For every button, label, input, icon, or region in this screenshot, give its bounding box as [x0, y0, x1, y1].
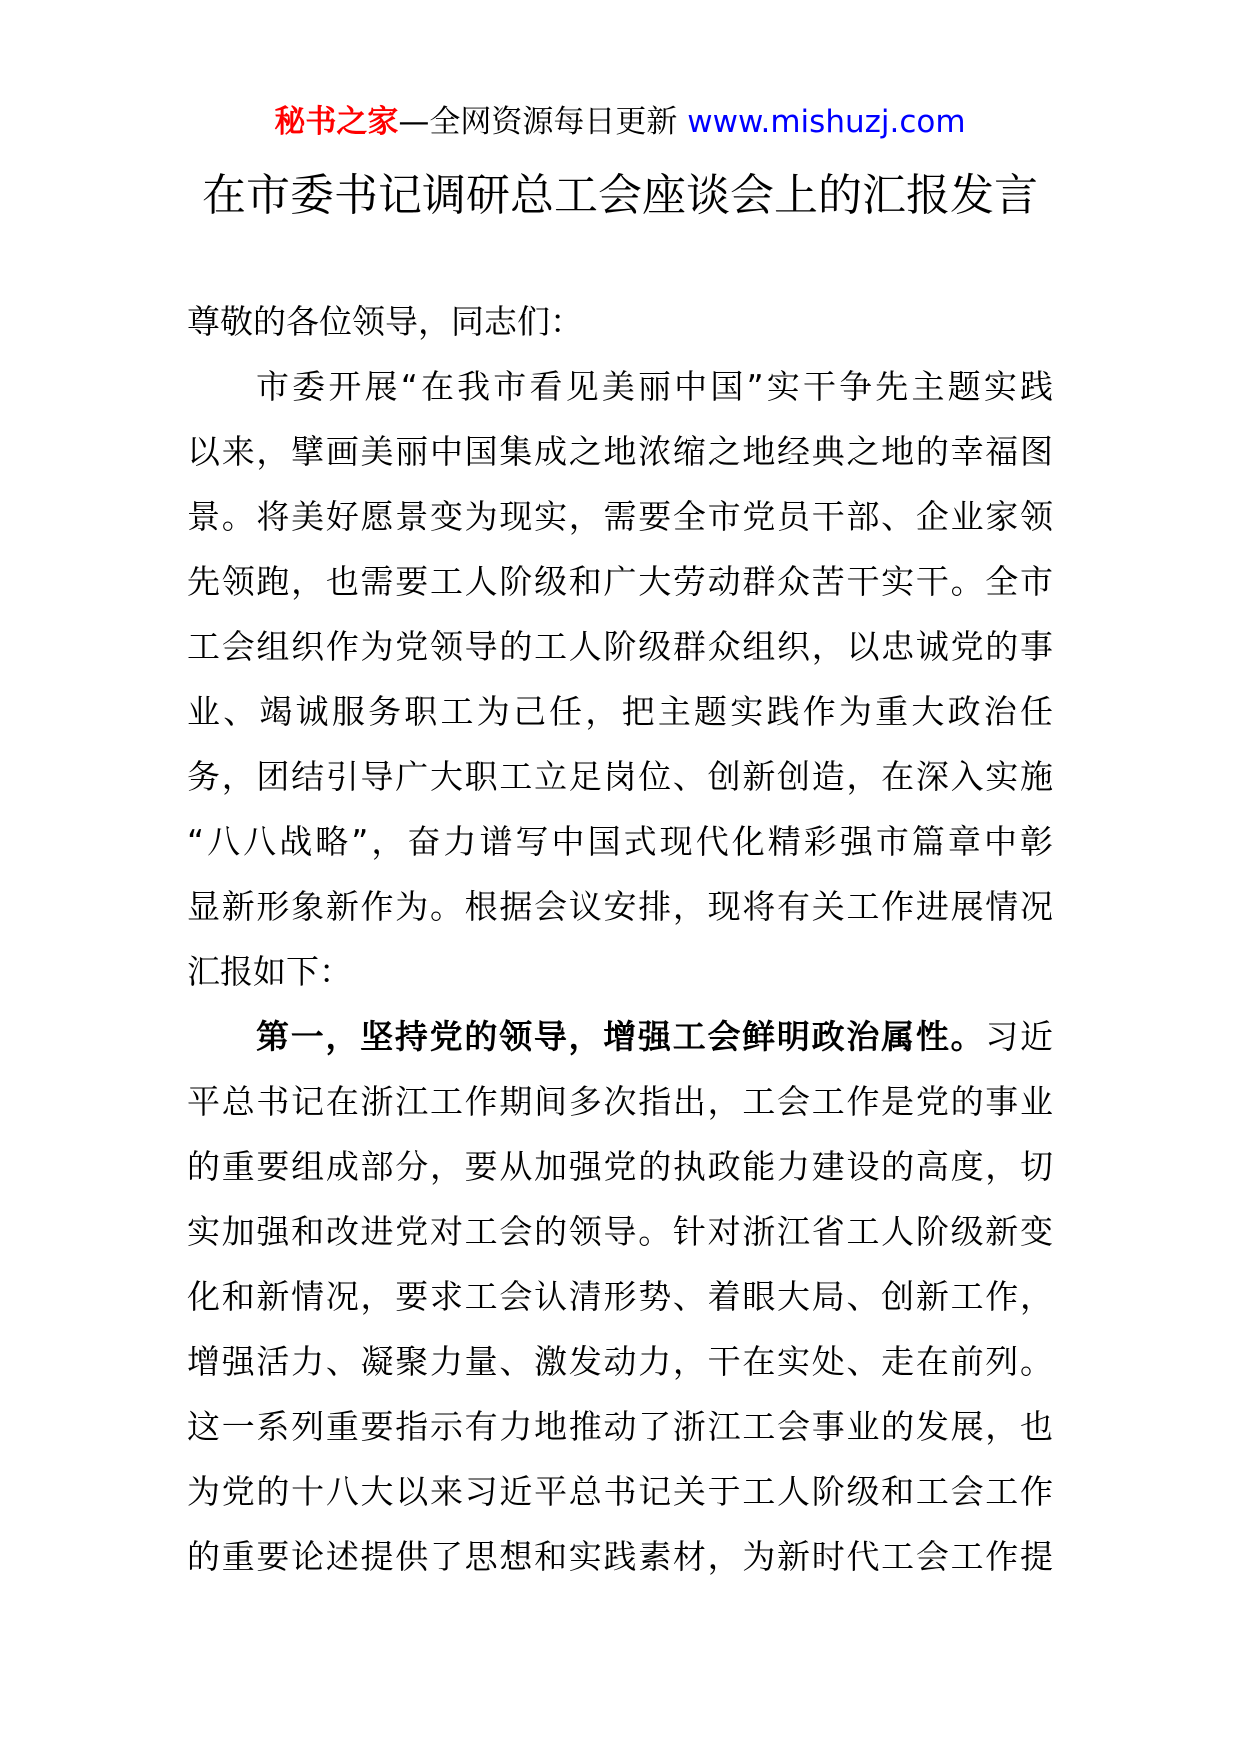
- paragraph-line: 以来，擘画美丽中国集成之地浓缩之地经典之地的幸福图: [187, 432, 1053, 471]
- paragraph-line: 景。将美好愿景变为现实，需要全市党员干部、企业家领: [187, 497, 1053, 536]
- paragraph-line: 汇报如下：: [187, 952, 352, 991]
- paragraph-line: 先领跑，也需要工人阶级和广大劳动群众苦干实干。全市: [187, 562, 1053, 601]
- paragraph-line: 市委开展“在我市看见美丽中国”实干争先主题实践: [256, 367, 1053, 406]
- paragraph-line: 这一系列重要指示有力地推动了浙江工会事业的发展，也: [187, 1407, 1053, 1446]
- paragraph-line: 化和新情况，要求工会认清形势、着眼大局、创新工作，: [187, 1277, 1053, 1316]
- paragraph-line: 务，团结引导广大职工立足岗位、创新创造，在深入实施: [187, 757, 1053, 796]
- site-header: [0, 100, 1240, 144]
- document-body: [187, 289, 1053, 1589]
- site-tagline: —全网资源每日更新: [398, 104, 688, 140]
- paragraph-line: 为党的十八大以来习近平总书记关于工人阶级和工会工作: [187, 1472, 1053, 1511]
- paragraph-line: 的重要论述提供了思想和实践素材，为新时代工会工作提: [187, 1537, 1053, 1576]
- salutation: 尊敬的各位领导，同志们：: [187, 302, 583, 341]
- paragraph-line: 平总书记在浙江工作期间多次指出，工会工作是党的事业: [187, 1082, 1053, 1121]
- paragraph-line: 显新形象新作为。根据会议安排，现将有关工作进展情况: [187, 887, 1053, 926]
- site-url-link[interactable]: www.mishuzj.com: [687, 104, 966, 140]
- paragraph-1: [187, 354, 1053, 1004]
- paragraph-2: [187, 1004, 1053, 1589]
- section-heading: 第一，坚持党的领导，增强工会鲜明政治属性。: [256, 1017, 986, 1056]
- paragraph-line: 实加强和改进党对工会的领导。针对浙江省工人阶级新变: [187, 1212, 1053, 1251]
- paragraph-line: 的重要组成部分，要从加强党的执政能力建设的高度，切: [187, 1147, 1053, 1186]
- paragraph-line: [187, 1004, 1053, 1069]
- paragraph-line: “八八战略”，奋力谱写中国式现代化精彩强市篇章中彰: [187, 822, 1053, 861]
- paragraph-line: 工会组织作为党领导的工人阶级群众组织，以忠诚党的事: [187, 627, 1053, 666]
- document-title: 在市委书记调研总工会座谈会上的汇报发言: [202, 170, 1038, 221]
- paragraph-line: 业、竭诚服务职工为己任，把主题实践作为重大政治任: [187, 692, 1053, 731]
- site-brand: 秘书之家: [274, 104, 399, 140]
- paragraph-text: 习近: [985, 1017, 1054, 1056]
- paragraph-line: 增强活力、凝聚力量、激发动力，干在实处、走在前列。: [187, 1342, 1053, 1381]
